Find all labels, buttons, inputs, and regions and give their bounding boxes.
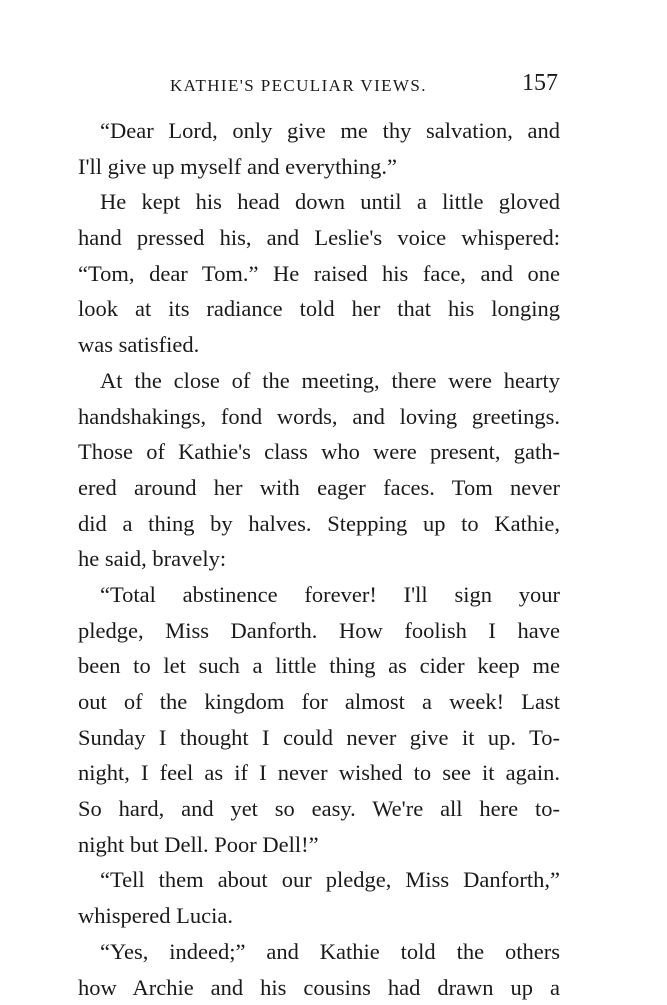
text-line: was satisfied. bbox=[78, 327, 560, 363]
text-line: He kept his head down until a little gloved bbox=[78, 184, 560, 220]
running-head bbox=[78, 70, 558, 100]
text-line: handshakings, fond words, and loving greetings. bbox=[78, 399, 560, 435]
text-line: whispered Lucia. bbox=[78, 898, 560, 934]
running-title: KATHIE'S PECULIAR VIEWS. bbox=[170, 76, 427, 96]
text-line: Those of Kathie's class who were present, gath- bbox=[78, 434, 560, 470]
text-line: out of the kingdom for almost a week! Last bbox=[78, 684, 560, 720]
text-line: did a thing by halves. Stepping up to Kathie, bbox=[78, 506, 560, 542]
text-line: night, I feel as if I never wished to see it again. bbox=[78, 755, 560, 791]
text-line: Sunday I thought I could never give it up. To- bbox=[78, 720, 560, 756]
text-line: At the close of the meeting, there were hearty bbox=[78, 363, 560, 399]
text-line: ered around her with eager faces. Tom never bbox=[78, 470, 560, 506]
text-line: look at its radiance told her that his longing bbox=[78, 291, 560, 327]
text-line: night but Dell. Poor Dell!” bbox=[78, 827, 560, 863]
text-line: “Yes, indeed;” and Kathie told the others bbox=[78, 934, 560, 970]
text-line: I'll give up myself and everything.” bbox=[78, 149, 560, 185]
page-number: 157 bbox=[522, 70, 558, 97]
text-line: So hard, and yet so easy. We're all here to- bbox=[78, 791, 560, 827]
text-line: he said, bravely: bbox=[78, 541, 560, 577]
text-line: how Archie and his cousins had drawn up a bbox=[78, 970, 560, 1005]
text-line: “Tell them about our pledge, Miss Danforth,” bbox=[78, 862, 560, 898]
text-line: “Tom, dear Tom.” He raised his face, and one bbox=[78, 256, 560, 292]
text-line: been to let such a little thing as cider keep me bbox=[78, 648, 560, 684]
text-line: hand pressed his, and Leslie's voice whispered: bbox=[78, 220, 560, 256]
text-line: “Dear Lord, only give me thy salvation, and bbox=[78, 113, 560, 149]
text-line: “Total abstinence forever! I'll sign your bbox=[78, 577, 560, 613]
text-line: pledge, Miss Danforth. How foolish I have bbox=[78, 613, 560, 649]
body-text bbox=[78, 113, 560, 1005]
